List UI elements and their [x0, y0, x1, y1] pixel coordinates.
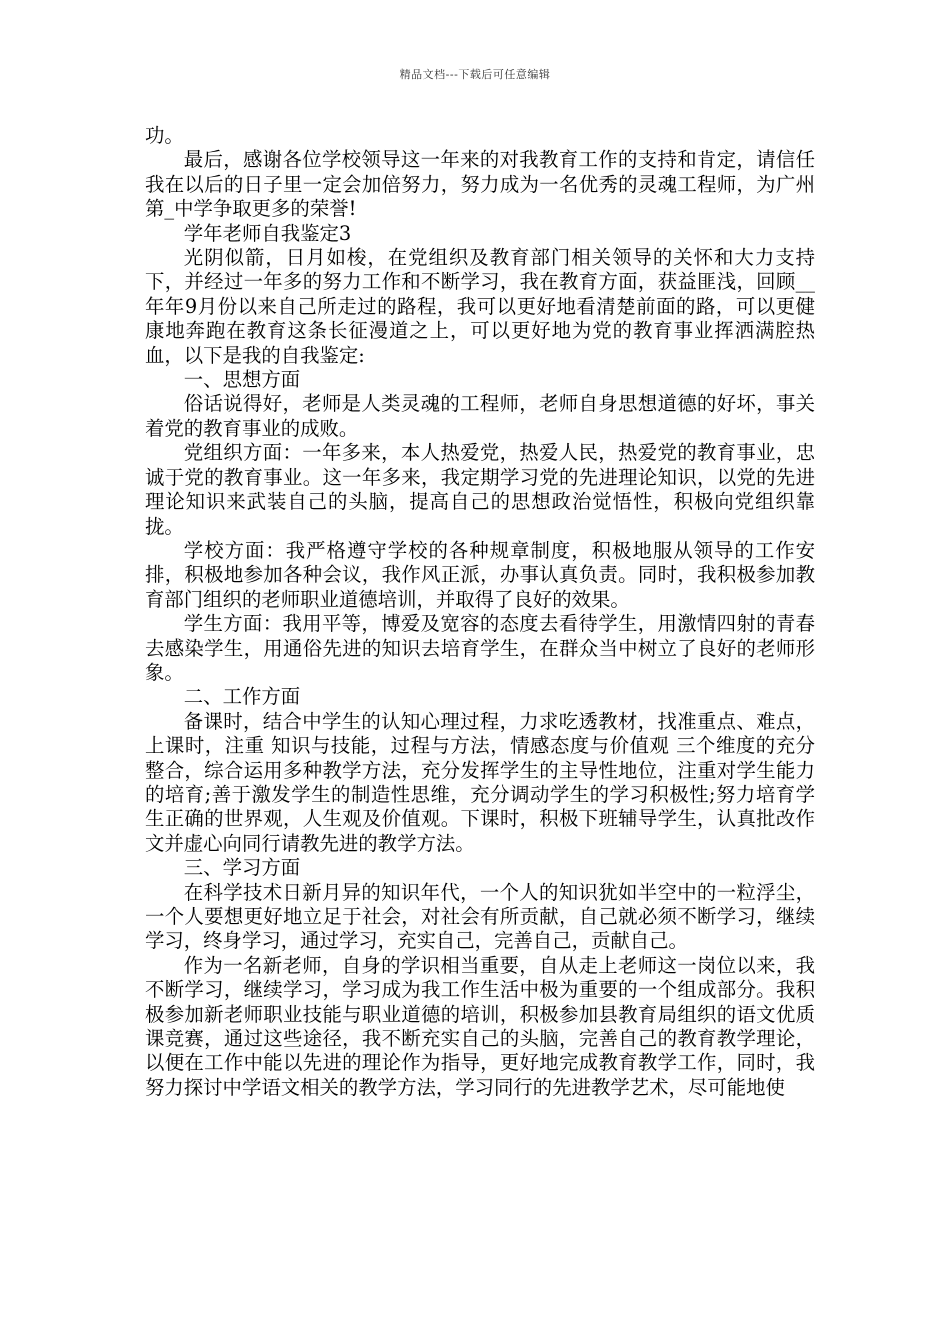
- paragraph: 学校方面：我严格遵守学校的各种规章制度，积极地服从领导的工作安排，积极地参加各种会议，我作风正派，办事认真负责。同时，我积极参加教育部门组织的老师职业道德培训，并取得了良好的效果。: [145, 538, 815, 611]
- paragraph: 光阴似箭，日月如梭，在党组织及教育部门相关领导的关怀和大力支持下，并经过一年多的努力工作和不断学习，我在教育方面，获益匪浅，回顾__年年9月份以来自己所走过的路程，我可以更好地看清楚前面的路，可以更健康地奔跑在教育这条长征漫道之上，可以更好地为党的教育事业挥洒满腔热血，以下是我的自我鉴定:: [145, 246, 815, 367]
- paragraph: 作为一名新老师，自身的学识相当重要，自从走上老师这一岗位以来，我不断学习，继续学习，学习成为我工作生活中极为重要的一个组成部分。我积极参加新老师职业技能与职业道德的培训，积极参加县教育局组织的语文优质课竞赛，通过这些途径，我不断充实自己的头脑，完善自己的教育教学理论，以便在工作中能以先进的理论作为指导，更好地完成教育教学工作，同时，我努力探讨中学语文相关的教学方法，学习同行的先进教学艺术，尽可能地使: [145, 953, 815, 1099]
- paragraph: 功。: [145, 124, 184, 147]
- section-heading: 二、工作方面: [183, 685, 301, 709]
- section-heading: 三、学习方面: [183, 856, 301, 880]
- paragraph: 在科学技术日新月异的知识年代，一个人的知识犹如半空中的一粒浮尘，一个人要想更好地立足于社会，对社会有所贡献，自己就必须不断学习，继续学习，终身学习，通过学习，充实自己，完善自己，贡献自己。: [145, 880, 815, 953]
- page-header: 精品文档---下载后可任意编辑: [399, 68, 551, 81]
- paragraph: 最后，感谢各位学校领导这一年来的对我教育工作的支持和肯定，请信任我在以后的日子里一定会加倍努力，努力成为一名优秀的灵魂工程师，为广州第_中学争取更多的荣誉!: [145, 148, 815, 221]
- paragraph: 学生方面：我用平等，博爱及宽容的态度去看待学生，用激情四射的青春去感染学生，用通俗先进的知识去培育学生，在群众当中树立了良好的老师形象。: [145, 612, 815, 684]
- section-title: 学年老师自我鉴定3: [183, 221, 352, 245]
- paragraph: 备课时，结合中学生的认知心理过程，力求吃透教材，找准重点、难点，上课时，注重 知识与技能，过程与方法，情感态度与价值观 三个维度的充分整合，综合运用多种教学方法，充分发挥学生的主导性地位，注重对学生能力的培育;善于激发学生的制造性思维，充分调动学生的学习积极性;努力培育学生正确的世界观，人生观及价值观。下课时，积极下班辅导学生，认真批改作文并虚心向同行请教先进的教学方法。: [145, 709, 815, 855]
- section-heading: 一、思想方面: [183, 368, 301, 392]
- paragraph: 俗话说得好，老师是人类灵魂的工程师，老师自身思想道德的好坏，事关着党的教育事业的成败。: [145, 392, 815, 440]
- paragraph: 党组织方面：一年多来，本人热爱党，热爱人民，热爱党的教育事业，忠诚于党的教育事业。这一年多来，我定期学习党的先进理论知识，以党的先进理论知识来武装自己的头脑，提高自己的思想政治觉悟性，积极向党组织靠拢。: [145, 441, 815, 538]
- document-body: [145, 124, 815, 1100]
